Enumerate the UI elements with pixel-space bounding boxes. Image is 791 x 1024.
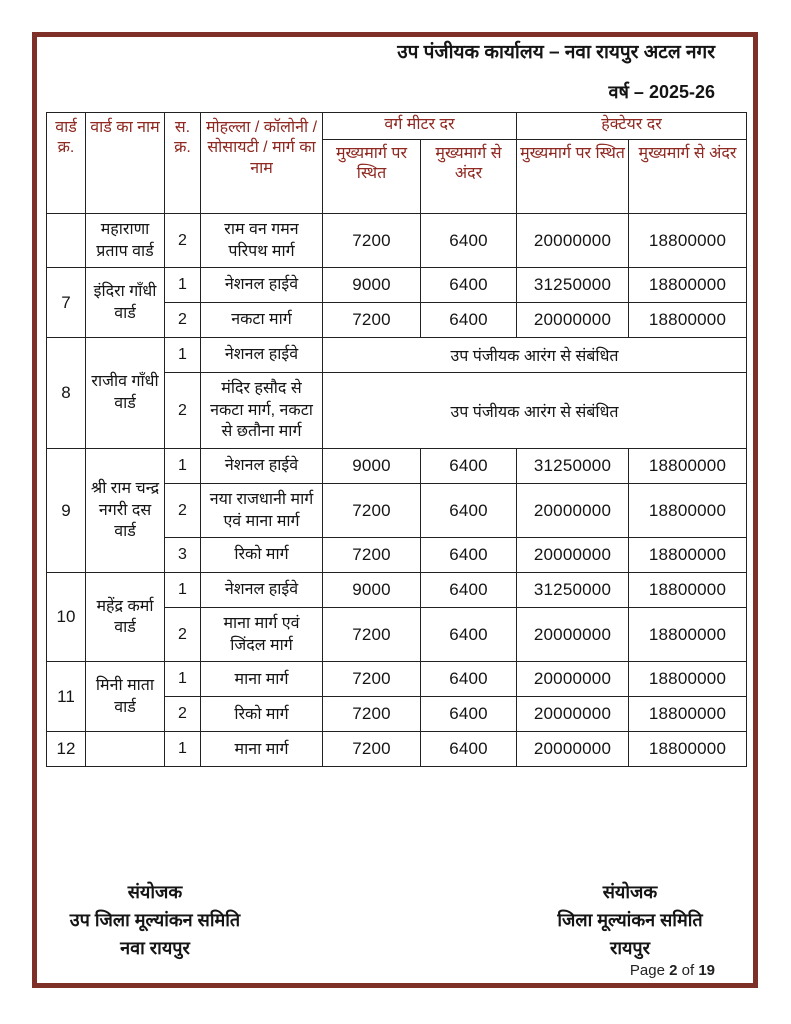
serial-cell: 1: [165, 573, 201, 608]
ward-no-cell: [47, 214, 86, 268]
ward-no-cell: 10: [47, 573, 86, 662]
table-row: [47, 214, 747, 268]
road-name-cell: राम वन गमन परिपथ मार्ग: [201, 214, 323, 268]
ward-name-cell: श्री राम चन्द्र नगरी दस वार्ड: [86, 448, 165, 572]
header-ha-on-main: मुख्यमार्ग पर स्थित: [517, 140, 629, 214]
hectare-inner-rate-cell: 18800000: [629, 483, 747, 537]
rate-table-body: [47, 214, 747, 767]
signatory-right-role: संयोजक: [602, 882, 658, 902]
sqm-inner-rate-cell: 6400: [421, 448, 517, 483]
hectare-main-rate-cell: 31250000: [517, 573, 629, 608]
serial-cell: 1: [165, 338, 201, 373]
hectare-inner-rate-cell: 18800000: [629, 573, 747, 608]
sqm-main-rate-cell: 7200: [323, 214, 421, 268]
ward-name-cell: [86, 732, 165, 767]
road-name-cell: माना मार्ग: [201, 732, 323, 767]
hectare-main-rate-cell: 20000000: [517, 697, 629, 732]
sqm-main-rate-cell: 7200: [323, 303, 421, 338]
hectare-inner-rate-cell: 18800000: [629, 538, 747, 573]
header-sqm-inner: मुख्यमार्ग से अंदर: [421, 140, 517, 214]
note-cell: उप पंजीयक आरंग से संबंधित: [323, 338, 747, 373]
serial-cell: 1: [165, 448, 201, 483]
header-ward-no: वार्ड क्र.: [47, 113, 86, 214]
of-word: of: [681, 962, 695, 979]
serial-cell: 1: [165, 268, 201, 303]
header-serial: स. क्र.: [165, 113, 201, 214]
signatory-left-place: नवा रायपुर: [120, 938, 190, 958]
sqm-inner-rate-cell: 6400: [421, 303, 517, 338]
road-name-cell: नेशनल हाईवे: [201, 338, 323, 373]
road-name-cell: नया राजधानी मार्ग एवं माना मार्ग: [201, 483, 323, 537]
road-name-cell: मंदिर हसौद से नकटा मार्ग, नकटा से छतौना मार्ग: [201, 373, 323, 449]
serial-cell: 2: [165, 303, 201, 338]
ward-no-cell: 12: [47, 732, 86, 767]
hectare-inner-rate-cell: 18800000: [629, 448, 747, 483]
ward-no-cell: 7: [47, 268, 86, 338]
hectare-inner-rate-cell: 18800000: [629, 697, 747, 732]
sqm-inner-rate-cell: 6400: [421, 697, 517, 732]
sqm-inner-rate-cell: 6400: [421, 608, 517, 662]
road-name-cell: माना मार्ग एवं जिंदल मार्ग: [201, 608, 323, 662]
signatory-left-committee: उप जिला मूल्यांकन समिति: [69, 910, 241, 930]
sqm-inner-rate-cell: 6400: [421, 732, 517, 767]
hectare-main-rate-cell: 20000000: [517, 732, 629, 767]
signatory-right-place: रायपुर: [609, 938, 651, 958]
sqm-main-rate-cell: 9000: [323, 573, 421, 608]
ward-no-cell: 11: [47, 662, 86, 732]
road-name-cell: रिको मार्ग: [201, 697, 323, 732]
header-ha-inner: मुख्यमार्ग से अंदर: [629, 140, 747, 214]
serial-cell: 1: [165, 732, 201, 767]
hectare-inner-rate-cell: 18800000: [629, 662, 747, 697]
serial-cell: 2: [165, 214, 201, 268]
ward-name-cell: राजीव गाँधी वार्ड: [86, 338, 165, 449]
road-name-cell: नेशनल हाईवे: [201, 268, 323, 303]
header-ward-name: वार्ड का नाम: [86, 113, 165, 214]
total-pages-value: 19: [698, 962, 715, 979]
signatory-right: [530, 878, 730, 962]
header-locality: मोहल्ला / कॉलोनी / सोसायटी / मार्ग का नाम: [201, 113, 323, 214]
sqm-inner-rate-cell: 6400: [421, 573, 517, 608]
hectare-main-rate-cell: 31250000: [517, 268, 629, 303]
sqm-main-rate-cell: 7200: [323, 662, 421, 697]
document-title: उप पंजीयक कार्यालय – नवा रायपुर अटल नगर: [397, 42, 715, 63]
hectare-main-rate-cell: 31250000: [517, 448, 629, 483]
road-name-cell: नेशनल हाईवे: [201, 573, 323, 608]
sqm-main-rate-cell: 7200: [323, 483, 421, 537]
hectare-inner-rate-cell: 18800000: [629, 608, 747, 662]
serial-cell: 2: [165, 483, 201, 537]
sqm-main-rate-cell: 7200: [323, 732, 421, 767]
rate-table: [46, 112, 747, 767]
header-hectare-group: हेक्टेयर दर: [517, 113, 747, 140]
ward-no-cell: 9: [47, 448, 86, 572]
hectare-inner-rate-cell: 18800000: [629, 214, 747, 268]
table-row: [47, 573, 747, 608]
table-row: [47, 732, 747, 767]
hectare-inner-rate-cell: 18800000: [629, 732, 747, 767]
sqm-inner-rate-cell: 6400: [421, 268, 517, 303]
sqm-main-rate-cell: 9000: [323, 448, 421, 483]
ward-name-cell: महाराणा प्रताप वार्ड: [86, 214, 165, 268]
sqm-inner-rate-cell: 6400: [421, 483, 517, 537]
header-sqm-group: वर्ग मीटर दर: [323, 113, 517, 140]
sqm-main-rate-cell: 7200: [323, 538, 421, 573]
ward-name-cell: मिनी माता वार्ड: [86, 662, 165, 732]
serial-cell: 1: [165, 662, 201, 697]
year-label: वर्ष – 2025-26: [608, 82, 715, 102]
table-row: [47, 448, 747, 483]
serial-cell: 3: [165, 538, 201, 573]
hectare-main-rate-cell: 20000000: [517, 303, 629, 338]
sqm-main-rate-cell: 7200: [323, 697, 421, 732]
ward-name-cell: महेंद्र कर्मा वार्ड: [86, 573, 165, 662]
header-sqm-on-main: मुख्यमार्ग पर स्थित: [323, 140, 421, 214]
sqm-inner-rate-cell: 6400: [421, 214, 517, 268]
road-name-cell: रिको मार्ग: [201, 538, 323, 573]
signatory-right-committee: जिला मूल्यांकन समिति: [557, 910, 703, 930]
table-row: [47, 662, 747, 697]
road-name-cell: नकटा मार्ग: [201, 303, 323, 338]
table-row: [47, 268, 747, 303]
ward-name-cell: इंदिरा गाँधी वार्ड: [86, 268, 165, 338]
serial-cell: 2: [165, 697, 201, 732]
signatory-left: [55, 878, 255, 962]
serial-cell: 2: [165, 608, 201, 662]
sqm-main-rate-cell: 9000: [323, 268, 421, 303]
page-number: [630, 962, 715, 979]
hectare-main-rate-cell: 20000000: [517, 538, 629, 573]
sqm-main-rate-cell: 7200: [323, 608, 421, 662]
table-row: [47, 338, 747, 373]
header-row-group: [47, 113, 747, 140]
hectare-inner-rate-cell: 18800000: [629, 303, 747, 338]
page-word: Page: [629, 962, 665, 979]
rate-table-head: [47, 113, 747, 214]
page-num-value: 2: [669, 962, 678, 979]
hectare-main-rate-cell: 20000000: [517, 483, 629, 537]
hectare-main-rate-cell: 20000000: [517, 214, 629, 268]
signatory-left-role: संयोजक: [127, 882, 183, 902]
hectare-main-rate-cell: 20000000: [517, 608, 629, 662]
ward-no-cell: 8: [47, 338, 86, 449]
sqm-inner-rate-cell: 6400: [421, 538, 517, 573]
road-name-cell: माना मार्ग: [201, 662, 323, 697]
sqm-inner-rate-cell: 6400: [421, 662, 517, 697]
hectare-main-rate-cell: 20000000: [517, 662, 629, 697]
serial-cell: 2: [165, 373, 201, 449]
road-name-cell: नेशनल हाईवे: [201, 448, 323, 483]
note-cell: उप पंजीयक आरंग से संबंधित: [323, 373, 747, 449]
hectare-inner-rate-cell: 18800000: [629, 268, 747, 303]
